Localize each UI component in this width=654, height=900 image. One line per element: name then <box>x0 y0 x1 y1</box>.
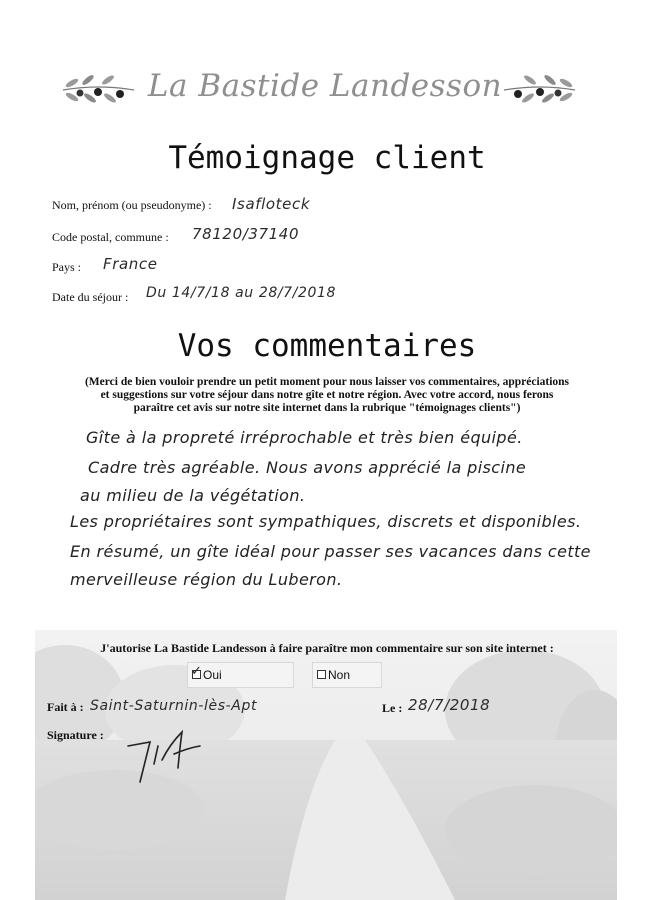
instructions-line: et suggestions sur votre séjour dans notre gîte et notre région. Avec votre accord, nous ferons <box>100 389 554 401</box>
consent-no-checkbox[interactable] <box>312 662 382 688</box>
consent-no-label: Non <box>328 668 351 682</box>
comment-line: au milieu de la végétation. <box>80 486 306 505</box>
postal-value: 78120/37140 <box>192 225 300 243</box>
olive-branch-icon <box>500 68 580 108</box>
country-value: France <box>103 255 158 273</box>
fait-label: Fait à : <box>47 700 84 714</box>
comment-line: Gîte à la propreté irréprochable et très bien équipé. <box>86 428 523 447</box>
page-title: Témoignage client <box>168 140 486 176</box>
comment-line: Cadre très agréable. Nous avons apprécié la piscine <box>88 458 527 477</box>
name-label: Nom, prénom (ou pseudonyme) : <box>52 198 212 212</box>
comments-title: Vos commentaires <box>177 328 477 364</box>
checkmark-icon: ✓ <box>191 663 202 678</box>
country-label: Pays : <box>52 260 82 274</box>
comment-line: Les propriétaires sont sympathiques, discrets et disponibles. <box>70 512 582 531</box>
date-value: 28/7/2018 <box>408 696 491 714</box>
handwritten-signature <box>120 724 220 794</box>
postal-label: Code postal, commune : <box>52 230 169 244</box>
stay-label: Date du séjour : <box>52 290 129 304</box>
brand-header <box>0 62 654 112</box>
name-value: Isafloteck <box>232 195 311 213</box>
date-label: Le : <box>382 701 403 715</box>
olive-branch-icon <box>58 68 138 108</box>
instructions <box>40 376 614 415</box>
stay-value: Du 14/7/18 au 28/7/2018 <box>146 285 337 301</box>
signature-label: Signature : <box>47 728 104 742</box>
comment-line: merveilleuse région du Luberon. <box>70 570 343 589</box>
brand-name: La Bastide Landesson <box>147 68 503 104</box>
instructions-line: (Merci de bien vouloir prendre un petit moment pour nous laisser vos commentaires, appréciations <box>84 376 570 388</box>
consent-yes-checkbox[interactable] <box>187 662 294 688</box>
comment-line: En résumé, un gîte idéal pour passer ses vacances dans cette <box>70 542 591 561</box>
authorization-text: J'autorise La Bastide Landesson à faire paraître mon commentaire sur son site internet : <box>100 641 554 655</box>
consent-yes-label: Oui <box>203 668 222 682</box>
checkbox-box <box>317 670 326 679</box>
instructions-line: paraître cet avis sur notre site internet dans la rubrique "témoignages clients") <box>133 402 521 414</box>
fait-value: Saint-Saturnin-lès-Apt <box>90 698 258 714</box>
